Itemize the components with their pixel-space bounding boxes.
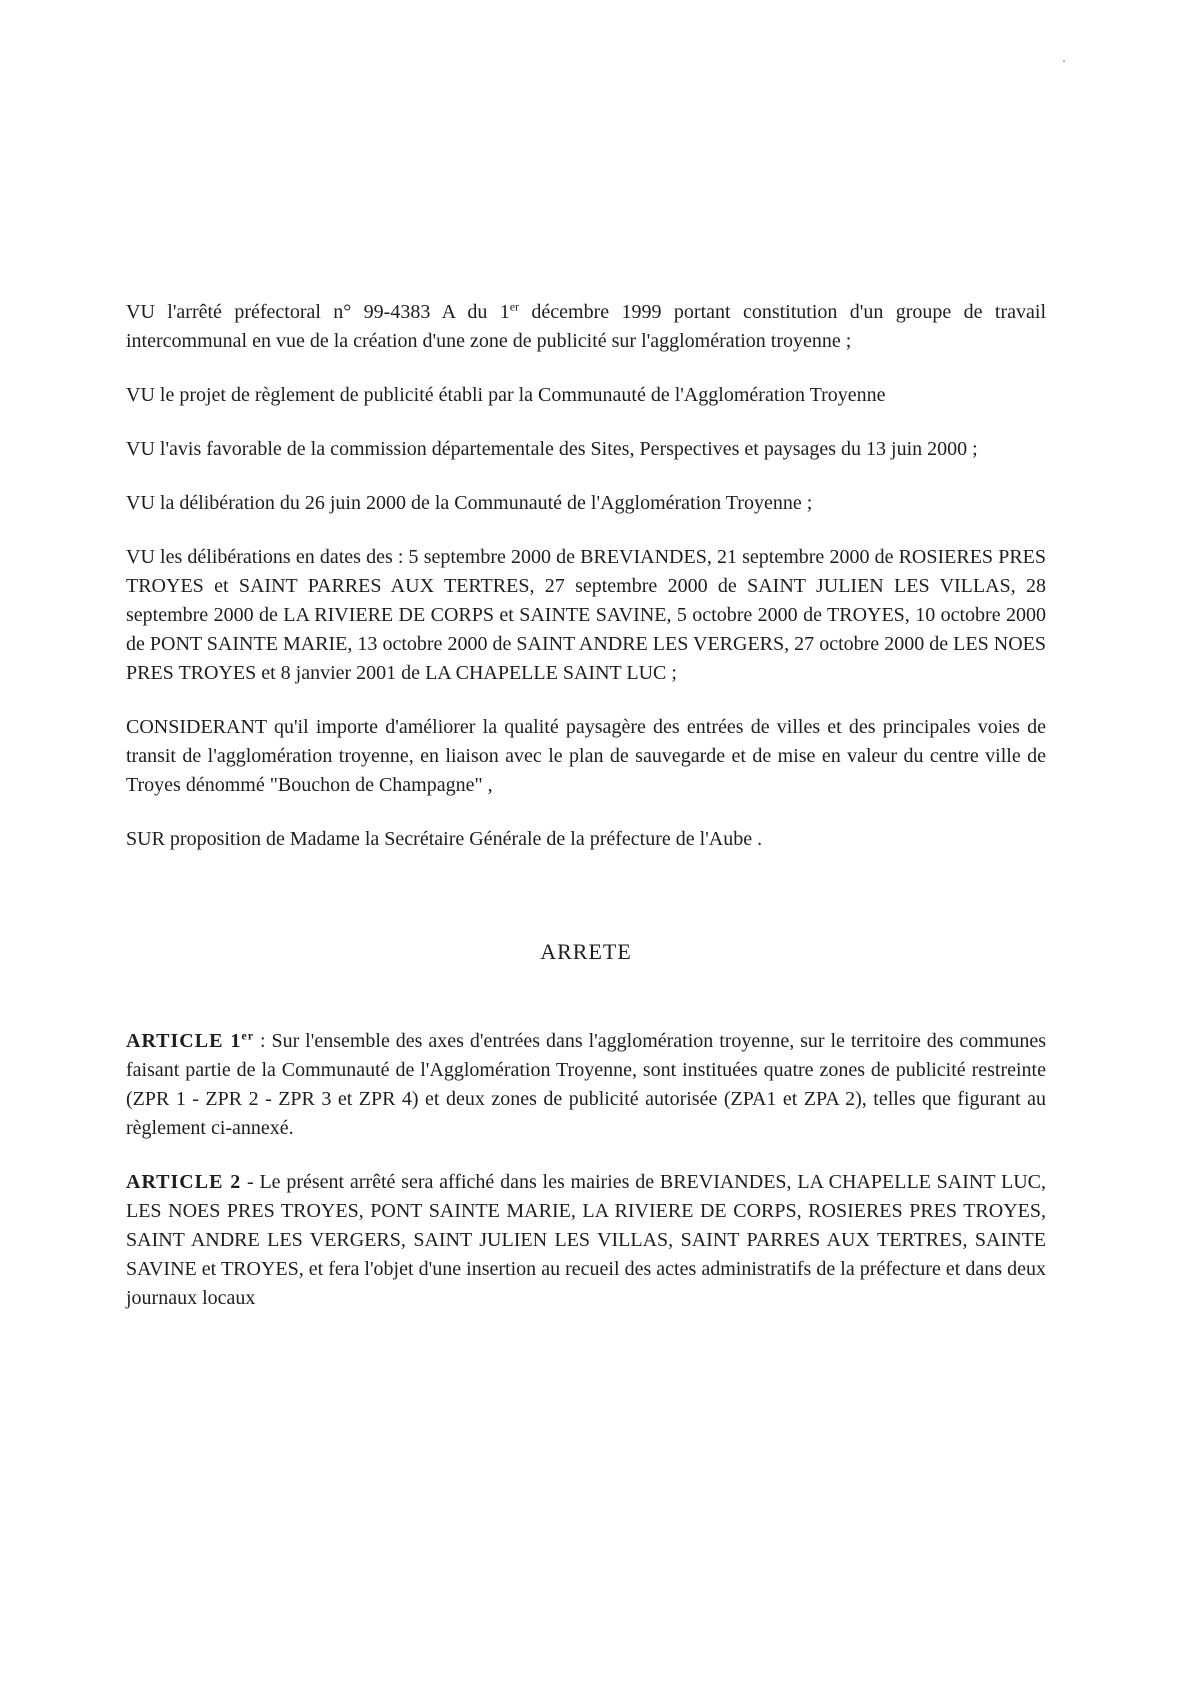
article-1-text: Sur l'ensemble des axes d'entrées dans l'agglomération troyenne, sur le territoire des communes faisant partie de la Communauté de l'Agglomération Troyenne, sont instituées quatre zones de publicité restreinte (ZPR 1 - ZPR 2 - ZPR 3 et ZPR 4) et deux zones de publicité autorisée (ZPA1 et ZPA 2), telles que figurant au règlement ci-annexé.: [126, 1030, 1046, 1139]
visa-paragraph-deliberation-communaute: VU la délibération du 26 juin 2000 de la Communauté de l'Agglomération Troyenne ;: [126, 492, 813, 514]
proposition-paragraph: SUR proposition de Madame la Secrétaire Générale de la préfecture de l'Aube .: [126, 828, 763, 850]
article-1: ARTICLE 1er : Sur l'ensemble des axes d'entrées dans l'agglomération troyenne, sur le territoire des communes faisant partie de la Communauté de l'Agglomération Troyenne, sont instituées quatre zones de publicité restreinte (ZPR 1 - ZPR 2 - ZPR 3 et ZPR 4) et deux zones de publicité autorisée (ZPA1 et ZPA 2), telles que figurant au règlement ci-annexé.: [126, 1028, 1046, 1139]
scan-speck: [1063, 60, 1065, 62]
considerant-paragraph: CONSIDERANT qu'il importe d'améliorer la qualité paysagère des entrées de villes et des principales voies de transit de l'agglomération troyenne, en liaison avec le plan de sauvegarde et de mise en valeur du centre ville de Troyes dénommé "Bouchon de Champagne" ,: [126, 716, 1046, 796]
article-2-heading: ARTICLE 2: [126, 1171, 242, 1193]
visa-paragraph-avis-commission: VU l'avis favorable de la commission départementale des Sites, Perspectives et paysages du 13 juin 2000 ;: [126, 438, 978, 460]
visa-paragraph-deliberations-communes: VU les délibérations en dates des : 5 septembre 2000 de BREVIANDES, 21 septembre 2000 de ROSIERES PRES TROYES et SAINT PARRES AUX TERTRES, 27 septembre 2000 de SAINT JULIEN LES VILLAS, 28 septembre 2000 de LA RIVIERE DE CORPS et SAINTE SAVINE, 5 octobre 2000 de TROYES, 10 octobre 2000 de PONT SAINTE MARIE, 13 octobre 2000 de SAINT ANDRE LES VERGERS, 27 octobre 2000 de LES NOES PRES TROYES et 8 janvier 2001 de LA CHAPELLE SAINT LUC ;: [126, 546, 1046, 684]
article-1-heading: ARTICLE 1er: [126, 1028, 255, 1052]
decree-title: ARRETE: [540, 939, 632, 964]
visa-paragraph-projet-reglement: VU le projet de règlement de publicité établi par la Communauté de l'Agglomération Troyenne: [126, 384, 886, 406]
article-2: ARTICLE 2 - Le présent arrêté sera affiché dans les mairies de BREVIANDES, LA CHAPELLE SAINT LUC, LES NOES PRES TROYES, PONT SAINTE MARIE, LA RIVIERE DE CORPS, ROSIERES PRES TROYES, SAINT ANDRE LES VERGERS, SAINT JULIEN LES VILLAS, SAINT PARRES AUX TERTRES, SAINTE SAVINE et TROYES, et fera l'objet d'une insertion au recueil des actes administratifs de la préfecture et dans deux journaux locaux: [126, 1171, 1046, 1309]
article-2-text: Le présent arrêté sera affiché dans les mairies de BREVIANDES, LA CHAPELLE SAINT LUC, LES NOES PRES TROYES, PONT SAINTE MARIE, LA RIVIERE DE CORPS, ROSIERES PRES TROYES, SAINT ANDRE LES VERGERS, SAINT JULIEN LES VILLAS, SAINT PARRES AUX TERTRES, SAINTE SAVINE et TROYES, et fera l'objet d'une insertion au recueil des actes administratifs de la préfecture et dans deux journaux locaux: [126, 1171, 1046, 1309]
visa-paragraph-arrete-prefectoral: VU l'arrêté préfectoral n° 99-4383 A du 1er décembre 1999 portant constitution d'un groupe de travail intercommunal en vue de la création d'une zone de publicité sur l'agglomération troyenne ;: [126, 299, 1047, 352]
document-body: [126, 298, 1046, 1338]
